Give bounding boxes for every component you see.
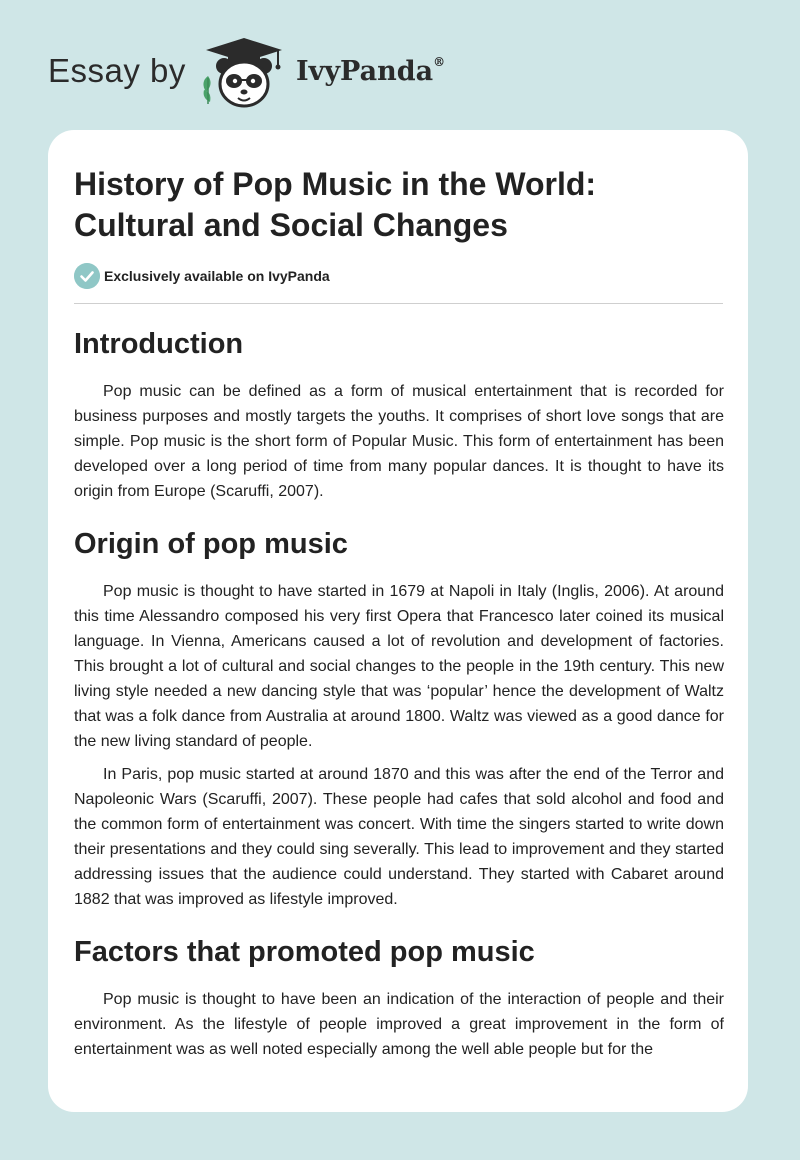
brand-prefix: Essay by	[48, 52, 186, 89]
page-title: History of Pop Music in the World: Cultural and Social Changes	[74, 166, 597, 243]
panda-logo-icon	[198, 36, 290, 112]
section-heading-origin: Origin of pop music	[74, 528, 348, 560]
article-card	[48, 130, 748, 1112]
divider	[74, 303, 723, 304]
paragraph: Pop music can be defined as a form of musical entertainment that is recorded for business purposes and mostly targets the youths. It comprises of short love songs that are simple. Pop music is the short form of Popular Music. This form of entertainment has been developed over a long period of time from many popular dances. It is thought to have its origin from Europe (Scaruffi, 2007).	[74, 383, 724, 500]
brand-name: IvyPanda®	[296, 55, 446, 87]
paragraph: In Paris, pop music started at around 1870 and this was after the end of the Terror and Napoleonic Wars (Scaruffi, 2007). These people had cafes that sold alcohol and food and the common form of entertainment was concert. With time the singers started to write down their presentations and they could sing severally. This lead to improvement and they started addressing issues that the audience could understand. They started with Cabaret around 1882 that was improved as lifestyle improved.	[74, 766, 724, 908]
paragraph: Pop music is thought to have been an indication of the interaction of people and their environment. As the lifestyle of people improved a great improvement in the form of entertainment was as well noted especially among the well able people but for the	[74, 991, 724, 1058]
article-body	[74, 322, 724, 1062]
paragraph: Pop music is thought to have started in 1679 at Napoli in Italy (Inglis, 2006). At around this time Alessandro composed his very first Opera that Francesco later coined its musical language. In Vienna, Americans caused a lot of revolution and development of factories. This brought a lot of cultural and social changes to the people in the 19th century. This new living style needed a new dancing style that was ‘popular’ hence the development of Waltz that was a folk dance from Australia at around 1800. Waltz was viewed as a good dance for the new living standard of people.	[74, 583, 724, 750]
check-circle-icon	[74, 263, 100, 289]
section-heading-factors: Factors that promoted pop music	[74, 936, 535, 968]
section-heading-introduction: Introduction	[74, 328, 244, 360]
brand-header	[48, 34, 548, 114]
badge-text: Exclusively available on IvyPanda	[104, 268, 330, 284]
